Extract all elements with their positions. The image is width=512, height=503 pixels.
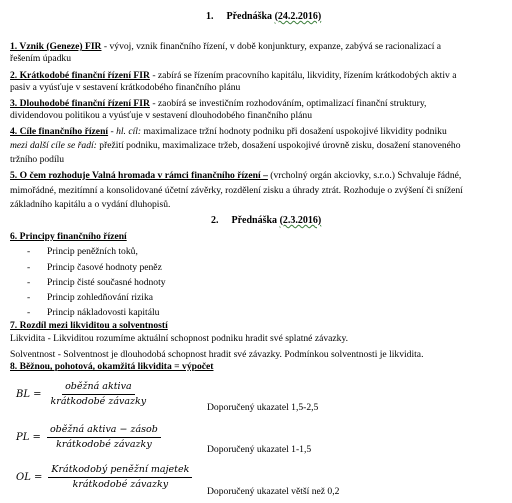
section-3-heading: 3. Dlouhodobé finanční řízení FIR — [10, 98, 150, 109]
section-3-line — [10, 98, 426, 110]
section-7-solventnost: Solventnost - Solventnost je dlouhodobá schopnost hradit své závazky. Podmínkou solventnosti je likvidita. — [10, 349, 424, 360]
list-item-text: Princip peněžních toků, — [47, 246, 138, 257]
denominator: krátkodobé závazky — [56, 439, 152, 450]
section-2-cont: pasiv a vyúsťuje v sestavení krátkodobého finančního plánu — [10, 82, 241, 93]
section-2-line — [10, 70, 456, 82]
lecture-1-word: Přednáška — [226, 11, 273, 22]
section-8-line — [10, 361, 213, 373]
list-item — [27, 262, 162, 274]
denominator: krátkodobé závazky — [50, 396, 147, 407]
recommendation-ol: Doporučený ukazatel větší než 0,2 — [207, 486, 340, 497]
section-4-heading: 4. Cíle finančního řízení — [10, 126, 109, 137]
lecture-1-heading — [206, 10, 321, 23]
section-4-label-2: mezi další cíle se řadí: — [10, 140, 97, 151]
formula-lhs: BL = — [16, 389, 42, 400]
recommendation-bl: Doporučený ukazatel 1,5-2,5 — [207, 402, 319, 413]
list-item-text: Princip zohledňování rizika — [47, 292, 154, 303]
section-4-text-1: maximalizace tržní hodnoty podniku při dosažení uspokojivé likvidity podniku — [141, 126, 447, 137]
fraction — [47, 424, 161, 451]
section-6-heading: 6. Principy finančního řízení — [10, 231, 127, 242]
section-5-line — [10, 170, 461, 182]
section-3-cont: dividendovou politikou a vyúsťuje v sestavení dlouhodobého finančního plánu — [10, 110, 312, 121]
list-item-text: Princip čisté současné hodnoty — [47, 277, 166, 288]
fraction — [48, 464, 192, 491]
list-dash: - — [27, 246, 31, 257]
denominator: krátkodobé závazky — [72, 479, 169, 490]
section-2-heading: 2. Krátkodobé finanční řízení FIR — [10, 70, 150, 81]
list-item — [27, 246, 138, 258]
formula-lhs: PL = — [16, 432, 41, 443]
section-7-heading: 7. Rozdíl mezi likviditou a solventností — [10, 320, 168, 331]
formula-pl — [16, 424, 161, 451]
section-5-heading: 5. O čem rozhoduje Valná hromada v rámci finančního řízení – — [10, 170, 268, 181]
list-item — [27, 277, 166, 289]
section-8-heading: 8. Běžnou, pohotová, okamžitá likvidita = výpočet — [10, 361, 214, 372]
lecture-1-number: 1. — [206, 11, 214, 22]
section-4-text-2: přežití podniku, maximalizace tržeb, dosažení uspokojivé úrovně zisku, dosažení stanoveného — [96, 140, 461, 151]
list-dash: - — [27, 307, 31, 318]
section-5-cont-2: základního kapitálu a o vydání dluhopisů. — [10, 199, 171, 210]
section-1-line — [10, 41, 441, 53]
numerator: oběžná aktiva — [62, 381, 135, 395]
lecture-2-heading — [211, 214, 321, 227]
formula-ol — [16, 464, 192, 491]
numerator: Krátkodobý peněžní majetek — [48, 464, 192, 478]
list-item-text: Princip časové hodnoty peněz — [47, 262, 162, 273]
list-dash: - — [27, 262, 31, 273]
list-dash: - — [27, 277, 31, 288]
section-4-cont: tržního podílu — [10, 154, 65, 165]
list-item — [27, 292, 154, 304]
section-3-text: - zaobírá se investičním rozhodováním, optimalizací finanční struktury, — [149, 98, 427, 109]
list-dash: - — [27, 292, 31, 303]
section-4-line-2 — [10, 140, 461, 152]
section-5-text: (vrcholný orgán akciovky, s.r.o.) Schvaluje řádné, — [267, 170, 462, 181]
lecture-2-word: Přednáška — [231, 215, 278, 226]
section-1-cont: řešením úpadku — [10, 53, 72, 64]
section-4-line — [10, 126, 447, 138]
section-5-cont-1: mimořádné, mezitímní a konsolidované účetní závěrky, rozdělení zisku a úhrady ztrát. Rozhoduje o zvýšení či snížení — [10, 185, 463, 196]
section-1-text: - vývoj, vznik finančního řízení, v době konjunktury, expanze, zabývá se racionalizací a — [101, 41, 442, 52]
section-1-heading: 1. Vznik (Geneze) FIR — [10, 41, 102, 52]
section-7-likvidita: Likvidita - Likviditou rozumíme aktuální schopnost podniku hradit své splatné závazky. — [10, 333, 349, 344]
list-item — [27, 307, 160, 319]
section-7-line — [10, 320, 168, 332]
numerator: oběžná aktiva − zásob — [47, 424, 161, 438]
lecture-2-date: (2.3.2016) — [279, 215, 322, 226]
section-2-text: - zabírá se řízením pracovního kapitálu, likvidity, řízením krátkodobých aktiv a — [149, 70, 457, 81]
section-6-line — [10, 231, 127, 243]
lecture-2-number: 2. — [211, 215, 219, 226]
formula-bl — [16, 381, 149, 408]
list-item-text: Princip nákladovosti kapitálu — [47, 307, 160, 318]
formula-lhs: OL = — [16, 472, 43, 483]
fraction — [48, 381, 150, 408]
section-4-label-1: - hl. cíl: — [108, 126, 142, 137]
lecture-1-date: (24.2.2016) — [274, 11, 322, 22]
recommendation-pl: Doporučený ukazatel 1-1,5 — [207, 444, 312, 455]
